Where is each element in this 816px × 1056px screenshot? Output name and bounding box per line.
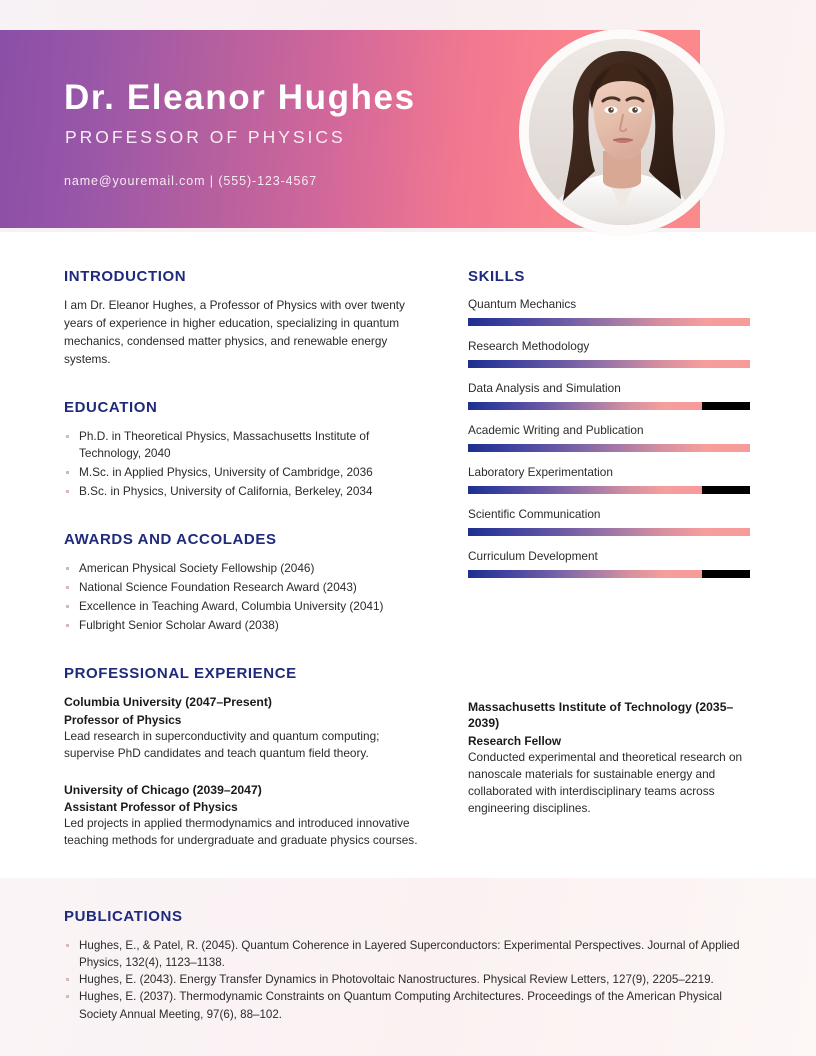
experience-entry bbox=[468, 699, 750, 817]
education-heading: EDUCATION bbox=[64, 398, 158, 416]
experience-description: Conducted experimental and theoretical research on nanoscale materials for sustainable energy and collaborated with interdisciplinary teams across engineering disciplines. bbox=[468, 749, 743, 816]
skill-bar-track bbox=[468, 402, 750, 410]
spacer bbox=[64, 369, 419, 399]
skill-label: Curriculum Development bbox=[468, 549, 598, 563]
skill-item bbox=[468, 507, 750, 536]
skill-bar-track bbox=[468, 570, 750, 578]
skill-item bbox=[468, 423, 750, 452]
skill-bar-fill bbox=[468, 528, 750, 536]
section-education bbox=[64, 399, 419, 501]
list-item: American Physical Society Fellowship (2046) bbox=[64, 560, 419, 578]
job-title: PROFESSOR OF PHYSICS bbox=[65, 127, 346, 147]
introduction-heading: INTRODUCTION bbox=[64, 268, 187, 285]
contact-info: name@youremail.com | (555)-123-4567 bbox=[64, 174, 318, 188]
avatar bbox=[529, 39, 715, 225]
skill-bar-fill bbox=[468, 318, 750, 326]
experience-entry bbox=[64, 694, 419, 762]
spacer bbox=[468, 591, 750, 699]
experience-entry bbox=[64, 782, 419, 850]
section-skills bbox=[468, 268, 750, 578]
experience-organization: Columbia University (2047–Present) bbox=[64, 695, 272, 710]
experience-organization: Massachusetts Institute of Technology (2035–2039) bbox=[468, 700, 734, 731]
spacer bbox=[64, 501, 419, 531]
skill-bar-track bbox=[468, 360, 750, 368]
skill-bar-track bbox=[468, 486, 750, 494]
experience-organization: University of Chicago (2039–2047) bbox=[64, 782, 262, 797]
skill-item bbox=[468, 339, 750, 368]
skill-label: Quantum Mechanics bbox=[468, 297, 577, 311]
experience-description: Led projects in applied thermodynamics and introduced innovative teaching methods for undergraduate and graduate physics courses. bbox=[64, 816, 418, 848]
skill-bar-fill bbox=[468, 486, 702, 494]
skill-bar-fill bbox=[468, 570, 702, 578]
awards-list bbox=[64, 560, 419, 634]
skill-item bbox=[468, 297, 750, 326]
list-item: Excellence in Teaching Award, Columbia University (2041) bbox=[64, 598, 419, 616]
skill-bar-track bbox=[468, 444, 750, 452]
list-item: M.Sc. in Applied Physics, University of Cambridge, 2036 bbox=[64, 464, 419, 482]
skill-label: Scientific Communication bbox=[468, 507, 601, 521]
skill-bar-fill bbox=[468, 444, 750, 452]
list-item: Hughes, E. (2037). Thermodynamic Constraints on Quantum Computing Architectures. Proceedings of the American Physical Society Annual Meeting, 97(6), 88–102. bbox=[64, 988, 754, 1022]
experience-role: Assistant Professor of Physics bbox=[64, 800, 238, 815]
awards-heading: AWARDS AND ACCOLADES bbox=[64, 531, 277, 549]
experience-heading: PROFESSIONAL EXPERIENCE bbox=[64, 665, 297, 683]
experience-role: Research Fellow bbox=[468, 733, 562, 748]
list-item: B.Sc. in Physics, University of California, Berkeley, 2034 bbox=[64, 483, 419, 501]
section-experience-left bbox=[64, 665, 419, 849]
portrait-photo-icon bbox=[529, 39, 715, 225]
page-title: Dr. Eleanor Hughes bbox=[64, 78, 416, 117]
skill-label: Laboratory Experimentation bbox=[468, 465, 613, 479]
skill-bar-fill bbox=[468, 360, 750, 368]
list-item: Ph.D. in Theoretical Physics, Massachusetts Institute of Technology, 2040 bbox=[64, 428, 419, 463]
introduction-text: I am Dr. Eleanor Hughes, a Professor of Physics with over twenty years of experience in higher education, specializing in quantum mechanics, condensed matter physics, and renewable energy systems. bbox=[64, 298, 405, 366]
experience-description: Lead research in superconductivity and quantum computing; supervise PhD candidates and teach quantum field theory. bbox=[64, 728, 380, 760]
skill-item bbox=[468, 381, 750, 410]
education-list bbox=[64, 428, 419, 501]
section-publications bbox=[64, 908, 754, 1023]
skill-label: Research Methodology bbox=[468, 339, 590, 353]
skill-bar-track bbox=[468, 528, 750, 536]
list-item: Fulbright Senior Scholar Award (2038) bbox=[64, 617, 419, 635]
left-column bbox=[64, 268, 419, 870]
skill-label: Academic Writing and Publication bbox=[468, 423, 644, 437]
skill-item bbox=[468, 549, 750, 578]
section-introduction bbox=[64, 268, 419, 369]
skill-label: Data Analysis and Simulation bbox=[468, 381, 621, 395]
right-column bbox=[468, 268, 750, 837]
publications-list bbox=[64, 937, 754, 1023]
list-item: National Science Foundation Research Award (2043) bbox=[64, 579, 419, 597]
publications-heading: PUBLICATIONS bbox=[64, 908, 183, 925]
section-experience-right bbox=[468, 699, 750, 817]
skills-heading: SKILLS bbox=[468, 268, 525, 285]
skill-bar-fill bbox=[468, 402, 702, 410]
section-awards bbox=[64, 531, 419, 634]
skill-bar-track bbox=[468, 318, 750, 326]
skill-item bbox=[468, 465, 750, 494]
list-item: Hughes, E., & Patel, R. (2045). Quantum Coherence in Layered Superconductors: Experimental Perspectives. Journal of Applied Physics, 132(4), 1123–1138. bbox=[64, 937, 754, 971]
list-item: Hughes, E. (2043). Energy Transfer Dynamics in Photovoltaic Nanostructures. Physical Review Letters, 127(9), 2205–2219. bbox=[64, 971, 754, 988]
spacer bbox=[64, 635, 419, 665]
experience-role: Professor of Physics bbox=[64, 712, 182, 727]
